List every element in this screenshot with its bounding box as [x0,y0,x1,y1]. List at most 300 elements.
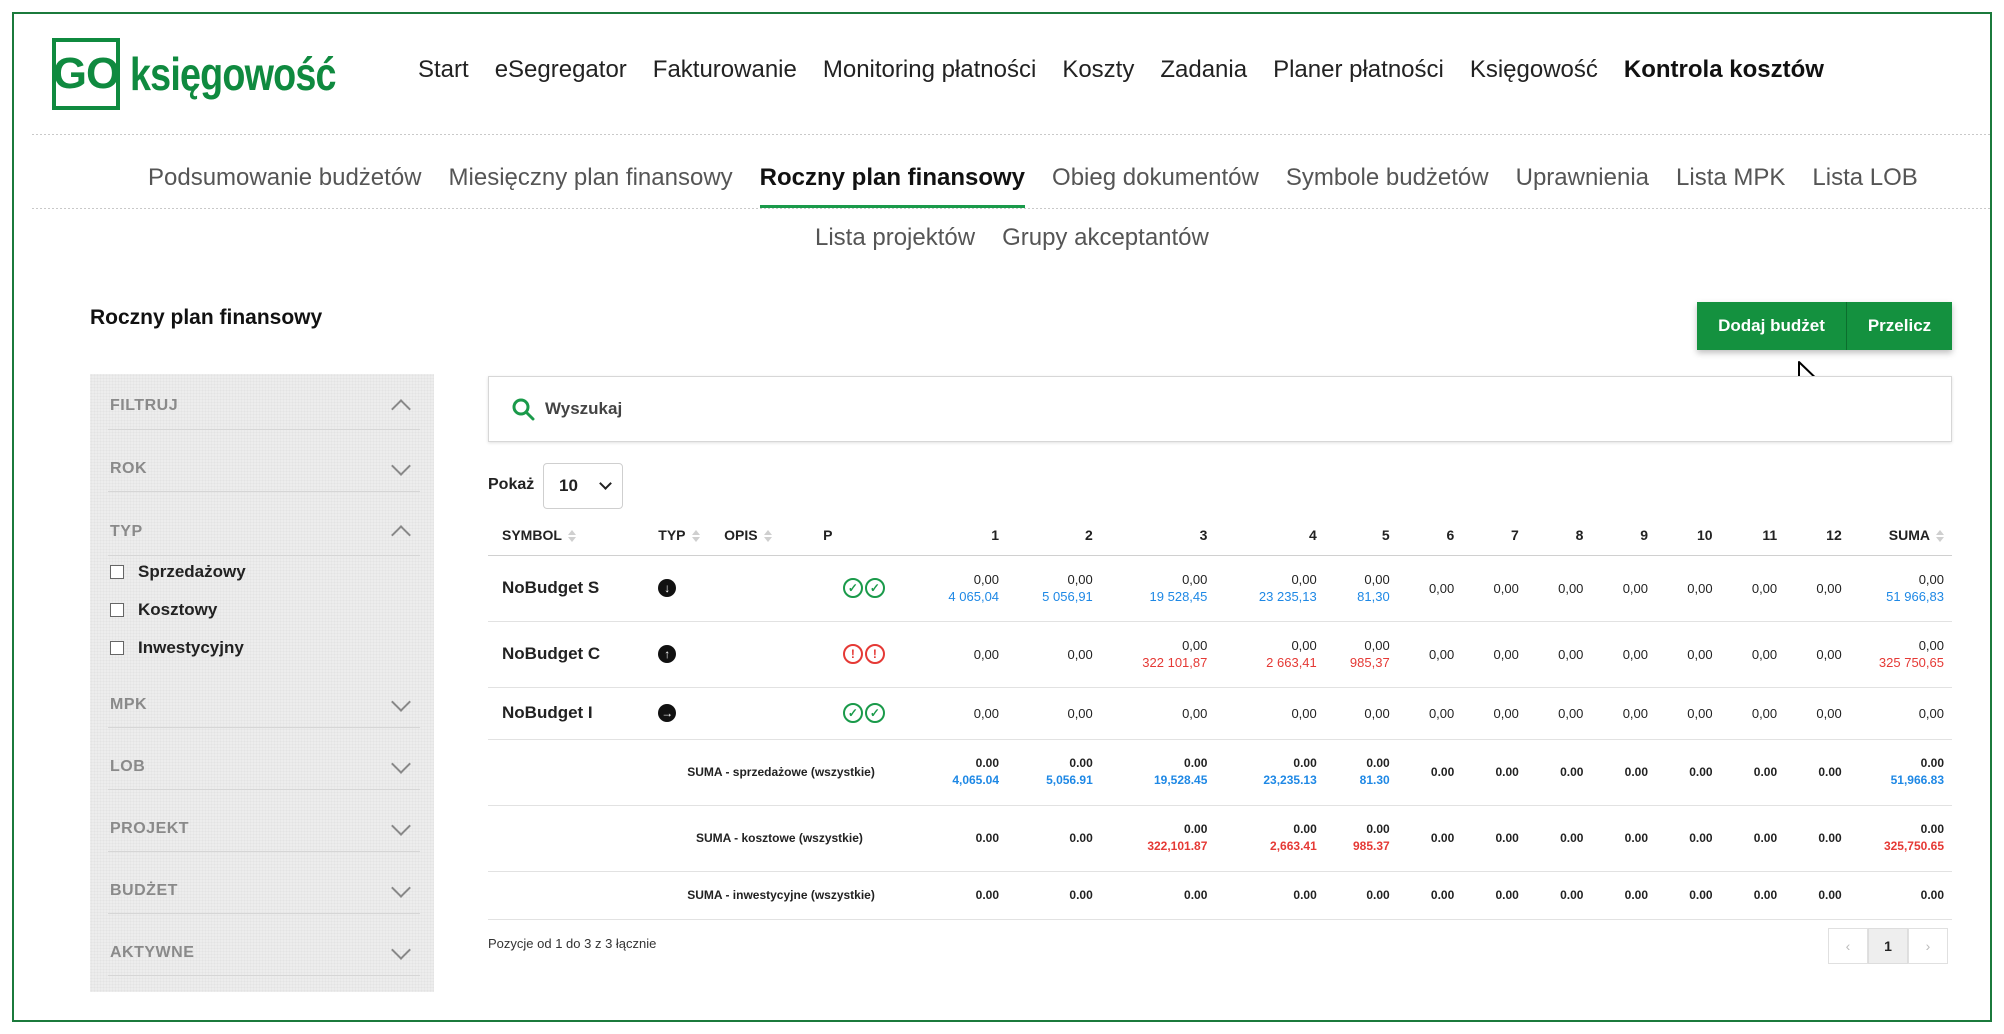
table-cell [903,555,1007,621]
top-nav-fakturowanie[interactable]: Fakturowanie [652,56,797,83]
budget-table [488,515,1952,920]
table-cell [1007,621,1101,687]
recalculate-button[interactable]: Przelicz [1847,302,1952,350]
cell-plan-value: 0,00 [1687,646,1713,662]
checkbox-inwestycyjny[interactable] [110,638,244,658]
logo-text: księgowość [130,48,336,100]
cell-plan-value: 0.00 [1624,764,1648,779]
table-cell [1527,687,1592,739]
cell-plan-value: 0.00 [1184,756,1208,770]
cell-plan-value: 0,00 [1558,646,1584,662]
cell-plan-value: 0,00 [1622,705,1648,721]
cell-plan-value: 0.00 [1689,764,1713,779]
col-header-symbol[interactable]: SYMBOL [488,515,644,555]
cell-plan-value: 0,00 [1428,705,1455,721]
table-cell [1850,687,1952,739]
table-cell [1101,555,1216,621]
cell-actual-value: 23,235.13 [1263,773,1317,787]
col-header-month: 12 [1785,515,1850,555]
cell-plan-value: 0,00 [1622,646,1648,662]
table-cell [1527,555,1592,621]
summary-row [488,739,1952,805]
cell-plan-value: 0,00 [1918,572,1944,587]
cell-plan-value: 0.00 [1818,887,1842,902]
chevron-down-icon[interactable] [391,878,411,898]
cell-plan-value: 0.00 [1430,887,1455,902]
table-cell [1850,805,1952,871]
table-cell [1215,621,1324,687]
cell-plan-value: 0,00 [1751,580,1778,596]
filter-section-mpk[interactable] [110,696,416,714]
table-cell [1721,621,1786,687]
cell-plan-value: 0,00 [1067,572,1093,587]
cell-plan-value: 0.00 [1818,764,1842,779]
col-header-month: 7 [1462,515,1527,555]
tab-roczny-plan[interactable]: Roczny plan finansowy [759,164,1026,191]
table-cell [1101,739,1216,805]
filter-section-rok[interactable] [110,460,416,478]
chevron-down-icon[interactable] [391,940,411,960]
cell-plan-value: 0,00 [1493,705,1519,721]
add-budget-button[interactable]: Dodaj budżet [1697,302,1847,350]
cell-plan-value: 0.00 [1366,756,1390,770]
table-cell [1007,555,1101,621]
cell-plan-value: 0,00 [1182,638,1208,653]
table-cell [1398,805,1463,871]
chevron-down-icon[interactable] [391,692,411,712]
col-header-month: 3 [1101,515,1216,555]
sort-icon[interactable] [692,530,700,542]
cell-typ [644,621,710,687]
arrow-down-circle-icon: ↓ [658,579,676,597]
cell-actual-value: 985.37 [1352,839,1390,853]
table-cell [1101,805,1216,871]
cell-plan-value: 0.00 [1753,887,1778,902]
cell-actual-value: 985,37 [1349,655,1390,670]
tab-lista-lob[interactable]: Lista LOB [1812,164,1918,191]
cell-plan-value: 0,00 [1493,580,1519,596]
arrow-right-circle-icon: → [658,704,676,722]
search-placeholder: Wyszukaj [545,399,623,418]
cell-plan-value: 0.00 [1689,830,1713,845]
check-circle-icon: ✓ [843,703,863,723]
cell-plan-value: 0.00 [1184,822,1208,836]
cell-plan-value: 0.00 [1818,830,1842,845]
table-cell [1007,805,1101,871]
cell-actual-value: 51,966.83 [1890,773,1944,787]
table-cell [1462,555,1527,621]
pagination-next-icon[interactable]: › [1908,928,1948,964]
checkbox-icon[interactable] [110,603,124,617]
cell-plan-value: 0,00 [1428,580,1455,596]
table-cell [1785,687,1850,739]
cell-status [809,687,903,739]
table-cell [1591,555,1656,621]
cell-plan-value: 0,00 [1751,705,1778,721]
table-cell [1462,739,1527,805]
table-cell [1325,687,1398,739]
table-cell [1398,621,1463,687]
table-cell [1398,871,1463,919]
col-header-month: 10 [1656,515,1721,555]
table-cell [1785,555,1850,621]
cell-actual-value: 5,056.91 [1046,773,1093,787]
table-cell [1656,687,1721,739]
top-nav [418,56,1824,84]
check-circle-icon: ✓ [865,703,885,723]
cell-plan-value: 0.00 [975,756,1000,770]
cell-plan-value: 0.00 [1366,822,1390,836]
col-header-month: 4 [1215,515,1324,555]
sub-nav-secondary [815,224,1209,252]
check-circle-icon: ✓ [843,578,863,598]
table-cell [1721,805,1786,871]
checkbox-sprzedazowy[interactable] [110,562,246,582]
table-cell [1101,687,1216,739]
table-cell [1215,871,1324,919]
page-size-select[interactable] [543,463,623,509]
table-cell [1656,621,1721,687]
summary-row [488,805,1952,871]
col-header-month: 5 [1325,515,1398,555]
cell-status [809,621,903,687]
table-row[interactable] [488,555,1952,621]
table-cell [1462,805,1527,871]
cell-plan-value: 0.00 [1753,830,1778,845]
cell-actual-value: 19,528.45 [1153,773,1208,787]
cell-plan-value: 0.00 [1430,830,1455,845]
table-cell [1591,739,1656,805]
filter-section-label: BUDŻET [110,882,178,899]
table-cell [1101,621,1216,687]
col-header-month: 1 [903,515,1007,555]
cell-symbol[interactable]: NoBudget S [488,555,644,621]
summary-label: SUMA - inwestycyjne (wszystkie) [488,871,903,919]
table-cell [1462,871,1527,919]
table-cell [1527,739,1592,805]
top-nav-ksiegowosc[interactable]: Księgowość [1469,56,1598,83]
cell-plan-value: 0.00 [1624,887,1648,902]
cell-plan-value: 0.00 [1495,887,1519,902]
filter-section-label: TYP [110,523,143,540]
cell-symbol[interactable]: NoBudget C [488,621,644,687]
cell-actual-value: 81,30 [1357,589,1390,604]
table-cell [1721,687,1786,739]
cell-plan-value: 0,00 [1918,705,1944,721]
cell-actual-value: 325 750,65 [1878,655,1944,670]
cell-plan-value: 0,00 [973,572,1000,587]
alert-circle-icon: ! [843,644,863,664]
page-size-label: Pokaż [488,476,535,493]
cell-typ [644,687,710,739]
table-cell [1325,739,1398,805]
cell-plan-value: 0,00 [1182,572,1208,587]
table-cell [1591,687,1656,739]
cell-plan-value: 0,00 [1816,646,1842,662]
top-nav-kontrola-kosztow[interactable]: Kontrola kosztów [1623,56,1824,83]
filter-sidebar [90,374,434,992]
table-cell [903,871,1007,919]
table-cell [1721,739,1786,805]
filter-section-label: LOB [110,758,146,775]
filter-section-aktywne[interactable] [110,944,416,962]
table-cell [1656,871,1721,919]
top-nav-planer[interactable]: Planer płatności [1273,56,1444,83]
col-header-opis[interactable]: OPIS [710,515,809,555]
table-cell [1398,555,1463,621]
sort-icon[interactable] [568,530,576,542]
table-cell [1656,555,1721,621]
logo[interactable] [52,38,381,110]
logo-mark: GO [52,38,120,110]
table-cell [903,739,1007,805]
table-cell [1101,871,1216,919]
col-header-typ[interactable]: TYP [644,515,710,555]
table-header-row [488,515,1952,555]
cell-plan-value: 0,00 [1751,646,1778,662]
tab-miesieczny-plan[interactable]: Miesięczny plan finansowy [448,164,733,191]
cell-plan-value: 0.00 [1069,756,1093,770]
cell-plan-value: 0.00 [1920,887,1944,902]
cell-actual-value: 19 528,45 [1149,589,1208,604]
cell-plan-value: 0.00 [1293,887,1317,902]
top-nav-zadania[interactable]: Zadania [1160,56,1248,83]
cell-plan-value: 0.00 [1495,764,1519,779]
col-header-month: 11 [1721,515,1786,555]
table-cell [1398,739,1463,805]
filter-section-budzet[interactable] [110,882,416,900]
table-cell [1462,621,1527,687]
table-cell [1215,555,1324,621]
cell-actual-value: 325,750.65 [1883,839,1944,853]
cell-opis [710,555,809,621]
sort-icon[interactable] [764,530,772,542]
cell-plan-value: 0,00 [1816,580,1842,596]
cell-plan-value: 0,00 [1291,572,1317,587]
cell-plan-value: 0,00 [1493,646,1519,662]
chevron-down-icon [599,477,612,490]
tab-symbole-budzetow[interactable]: Symbole budżetów [1285,164,1489,191]
tab-lista-mpk[interactable]: Lista MPK [1676,164,1786,191]
cell-plan-value: 0,00 [1364,572,1390,587]
table-cell [1325,805,1398,871]
check-circle-icon: ✓ [865,578,885,598]
cell-plan-value: 0.00 [1920,756,1944,770]
action-buttons [1697,302,1952,350]
chevron-down-icon[interactable] [391,754,411,774]
top-nav-esegregator[interactable]: eSegregator [494,56,627,83]
checkbox-icon[interactable] [110,565,124,579]
filter-section-typ[interactable] [110,522,416,542]
cell-opis [710,621,809,687]
table-cell [903,687,1007,739]
col-header-month: 6 [1398,515,1463,555]
cell-actual-value: 322,101.87 [1147,839,1208,853]
table-cell [1325,621,1398,687]
table-cell [1215,739,1324,805]
table-cell [1007,687,1101,739]
cell-plan-value: 0,00 [1428,646,1455,662]
col-header-month: 8 [1527,515,1592,555]
cell-plan-value: 0,00 [973,705,1000,721]
table-cell [1656,739,1721,805]
filter-section-label: PROJEKT [110,820,190,837]
filter-section-label: MPK [110,696,148,713]
table-cell [1007,871,1101,919]
pagination-prev-icon[interactable]: ‹ [1828,928,1868,964]
pagination-info: Pozycje od 1 do 3 z 3 łącznie [488,936,657,951]
cell-actual-value: 5 056,91 [1042,589,1093,604]
table-cell [1325,555,1398,621]
col-header-p: P [809,515,903,555]
table-cell [1215,687,1324,739]
table-row[interactable] [488,621,1952,687]
tab-lista-projektow[interactable]: Lista projektów [815,224,976,251]
pagination-page[interactable]: 1 [1868,928,1908,964]
cell-plan-value: 0.00 [1069,830,1093,845]
arrow-up-circle-icon: ↑ [658,645,676,663]
summary-row [488,871,1952,919]
cell-plan-value: 0,00 [1364,705,1390,721]
filter-section-label: AKTYWNE [110,944,195,961]
cell-actual-value: 2,663.41 [1270,839,1317,853]
divider [32,208,1992,209]
cell-actual-value: 51 966,83 [1886,589,1944,604]
cell-symbol[interactable]: NoBudget I [488,687,644,739]
cell-plan-value: 0.00 [1366,887,1390,902]
table-cell [1527,805,1592,871]
table-cell [1850,871,1952,919]
cell-plan-value: 0,00 [1918,638,1944,653]
page-title: Roczny plan finansowy [90,306,323,329]
checkbox-label: Sprzedażowy [138,562,246,581]
cell-plan-value: 0.00 [1184,887,1208,902]
filter-section-lob[interactable] [110,758,416,776]
tab-grupy-akceptantow[interactable]: Grupy akceptantów [1002,224,1209,251]
sub-nav [148,164,1918,192]
table-cell [1007,739,1101,805]
checkbox-label: Kosztowy [138,600,218,619]
table-cell [1785,871,1850,919]
cell-plan-value: 0.00 [1069,887,1093,902]
table-cell [903,805,1007,871]
cell-plan-value: 0,00 [1364,638,1390,653]
filter-section-projekt[interactable] [110,820,416,838]
table-cell [1785,805,1850,871]
chevron-up-icon[interactable] [391,399,411,419]
tab-podsumowanie-budzetow[interactable]: Podsumowanie budżetów [148,164,422,191]
cell-plan-value: 0,00 [1687,580,1713,596]
cell-plan-value: 0,00 [1816,705,1842,721]
table-cell [1721,555,1786,621]
table-cell [1656,805,1721,871]
table-cell [1325,871,1398,919]
table-cell [1785,621,1850,687]
cell-plan-value: 0.00 [975,887,1000,902]
summary-label: SUMA - sprzedażowe (wszystkie) [488,739,903,805]
table-cell [1591,805,1656,871]
tab-obieg-dokumentow[interactable]: Obieg dokumentów [1052,164,1259,191]
search-icon [511,397,535,421]
cell-plan-value: 0.00 [1560,764,1584,779]
cell-plan-value: 0,00 [1558,705,1584,721]
cell-plan-value: 0.00 [1495,830,1519,845]
cell-plan-value: 0,00 [1622,580,1648,596]
chevron-down-icon[interactable] [391,456,411,476]
cell-plan-value: 0.00 [1560,830,1584,845]
cell-plan-value: 0.00 [1430,764,1455,779]
table-cell [1527,871,1592,919]
cell-actual-value: 322 101,87 [1142,655,1208,670]
cell-actual-value: 2 663,41 [1266,655,1317,670]
cell-plan-value: 0.00 [975,830,1000,845]
search-input[interactable] [488,376,1952,442]
cell-typ [644,555,710,621]
cell-actual-value: 4 065,04 [948,589,1000,604]
table-cell [1398,687,1463,739]
top-nav-start[interactable]: Start [418,56,469,83]
checkbox-label: Inwestycyjny [138,638,244,657]
divider [32,134,1992,135]
sort-icon[interactable] [1936,530,1944,542]
cell-status [809,555,903,621]
cell-plan-value: 0,00 [1067,705,1093,721]
cell-plan-value: 0.00 [1920,822,1944,836]
cell-plan-value: 0.00 [1753,764,1778,779]
cell-plan-value: 0,00 [1067,646,1093,662]
cell-plan-value: 0,00 [1291,638,1317,653]
cell-actual-value: 4,065.04 [952,773,1000,787]
table-cell [1527,621,1592,687]
cell-plan-value: 0.00 [1624,830,1648,845]
table-cell [1215,805,1324,871]
cell-actual-value: 23 235,13 [1258,589,1317,604]
tab-uprawnienia[interactable]: Uprawnienia [1515,164,1650,191]
cell-plan-value: 0,00 [1182,705,1208,721]
top-nav-koszty[interactable]: Koszty [1062,56,1135,83]
cell-opis [710,687,809,739]
table-cell [1721,871,1786,919]
cell-plan-value: 0.00 [1560,887,1584,902]
top-nav-monitoring[interactable]: Monitoring płatności [822,56,1037,83]
table-cell [1591,871,1656,919]
table-cell [1850,621,1952,687]
checkbox-icon[interactable] [110,641,124,655]
table-cell [1462,687,1527,739]
filter-section-label: ROK [110,460,148,477]
alert-circle-icon: ! [865,644,885,664]
table-cell [1850,555,1952,621]
table-cell [1785,739,1850,805]
chevron-up-icon[interactable] [391,525,411,545]
filter-title: FILTRUJ [110,397,179,414]
filter-header[interactable] [110,396,416,416]
chevron-down-icon[interactable] [391,816,411,836]
table-row[interactable] [488,687,1952,739]
cell-plan-value: 0.00 [1689,887,1713,902]
cell-plan-value: 0,00 [1687,705,1713,721]
cell-plan-value: 0.00 [1293,822,1317,836]
cell-plan-value: 0,00 [1291,705,1317,721]
col-header-suma[interactable]: SUMA [1850,515,1952,555]
checkbox-kosztowy[interactable] [110,600,217,620]
col-header-month: 9 [1591,515,1656,555]
cell-plan-value: 0.00 [1293,756,1317,770]
pagination [1828,928,1948,964]
table-cell [1850,739,1952,805]
cell-actual-value: 81.30 [1359,773,1390,787]
summary-label: SUMA - kosztowe (wszystkie) [488,805,903,871]
